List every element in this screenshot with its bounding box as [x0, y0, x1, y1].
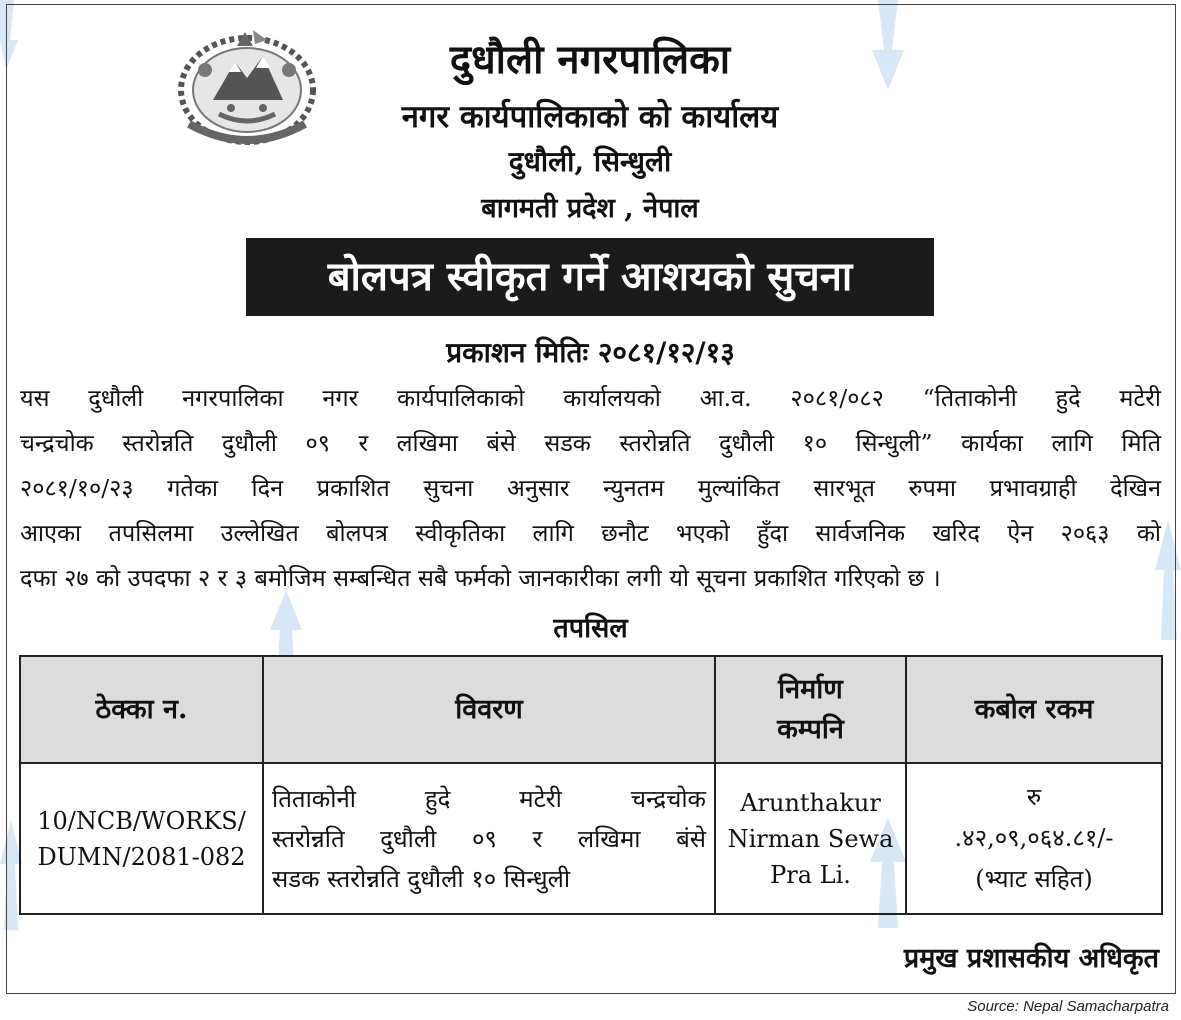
cell-contract-no	[20, 763, 263, 914]
table-title: तपसिल	[553, 613, 628, 644]
publication-date: प्रकाशन मितिः २०८१/१२/१३	[446, 336, 735, 369]
source-credit: Source: Nepal Samacharpatra	[967, 998, 1169, 1015]
contract-no-line: DUMN/2081-082	[37, 842, 246, 871]
amount-line: .४२,०९,०६४.८१/-	[954, 824, 1114, 852]
description-line: स्तरोन्नति दुधौली ०९ र लखिमा बंसे	[272, 824, 706, 853]
amount-line: रु	[1026, 783, 1042, 811]
contract-no-line: 10/NCB/WORKS/	[37, 806, 246, 835]
table-row	[20, 763, 1162, 914]
header-amount: कबोल रकम	[906, 656, 1162, 763]
table-header-row	[20, 656, 1162, 763]
header-description: विवरण	[263, 656, 715, 763]
cell-description	[263, 763, 715, 914]
cell-amount	[906, 763, 1162, 914]
signatory: प्रमुख प्रशासकीय अधिकृत	[903, 943, 1159, 974]
header-company-line: निर्माण	[778, 673, 843, 705]
nepal-government-emblem	[175, 28, 320, 150]
municipality-name: दुधौली नगरपालिका	[449, 36, 731, 83]
notice-body	[20, 376, 1161, 601]
body-line: यस दुधौली नगरपालिका नगर कार्यपालिकाको कार्यालयको आ.व. २०८१/०८२ “तिताकोनी हुदे मटेरी	[20, 384, 1161, 412]
office-location: दुधौली, सिन्धुली	[508, 145, 672, 178]
cell-company	[715, 763, 906, 914]
header-contract-no: ठेक्का न.	[20, 656, 263, 763]
company-line: Pra Li.	[770, 860, 851, 889]
company-line: Nirman Sewa	[727, 824, 894, 853]
company-line: Arunthakur	[740, 788, 881, 817]
header-company-line: कम्पनि	[777, 713, 844, 745]
office-province: बागमती प्रदेश , नेपाल	[481, 193, 699, 224]
body-line: दफा २७ को उपदफा २ र ३ बमोजिम सम्बन्धित सबै फर्मको जानकारीका लगी यो सूचना प्रकाशित गरिएको छ ।	[20, 564, 941, 592]
body-line: २०८१/१०/२३ गतेका दिन प्रकाशित सुचना अनुसार न्युनतम मुल्यांकित सारभूत रुपमा प्रभावग्राही देखिन	[20, 474, 1161, 502]
office-name: नगर कार्यपालिकाको को कार्यालय	[401, 99, 779, 135]
body-line: चन्द्रचोक स्तरोन्नति दुधौली ०९ र लखिमा बंसे सडक स्तरोन्नति दुधौली १० सिन्धुली” कार्यका लागि मिति	[20, 429, 1161, 457]
description-line: तिताकोनी हुदे मटेरी चन्द्रचोक	[272, 784, 706, 813]
description-line: सडक स्तरोन्नति दुधौली १० सिन्धुली	[272, 864, 571, 893]
award-table	[19, 655, 1163, 915]
body-line: आएका तपसिलमा उल्लेखित बोलपत्र स्वीकृतिका लागि छनौट भएको हुँदा सार्वजनिक खरिद ऐन २०६३ को	[20, 519, 1161, 547]
header-company	[715, 656, 906, 763]
notice-title-banner: बोलपत्र स्वीकृत गर्ने आशयको सुचना	[246, 238, 934, 316]
amount-line: (भ्याट सहित)	[975, 865, 1093, 893]
